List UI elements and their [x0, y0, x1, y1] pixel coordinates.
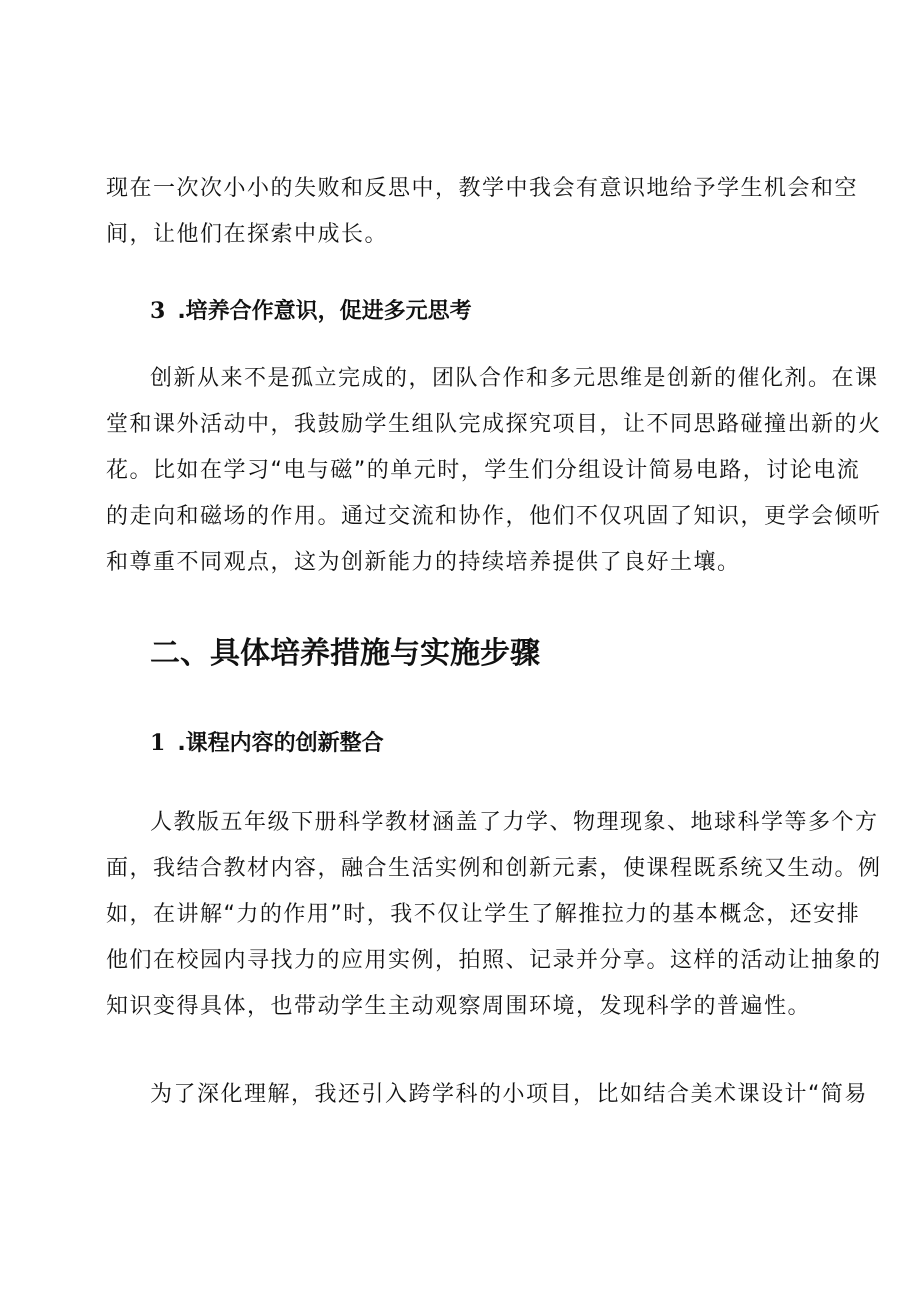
- paragraph-line: 知识变得具体，也带动学生主动观察周围环境，发现科学的普遍性。: [106, 994, 812, 1019]
- section-heading-1: [106, 728, 870, 759]
- section-number: 3: [150, 298, 166, 324]
- paragraph-line: 人教版五年级下册科学教材涵盖了力学、物理现象、地球科学等多个方: [150, 810, 879, 835]
- section-title: .课程内容的创新整合: [177, 731, 384, 756]
- section-heading-3: [106, 296, 870, 327]
- paragraph-interdisciplinary: [106, 1072, 868, 1118]
- paragraph-continuation: [106, 166, 859, 258]
- paragraph-line: 为了深化理解，我还引入跨学科的小项目，比如结合美术课设计“简易: [150, 1082, 868, 1107]
- chapter-heading: [106, 634, 870, 674]
- paragraph-cooperation: [106, 356, 882, 586]
- paragraph-line: 间，让他们在探索中成长。: [106, 222, 389, 247]
- section-title: .培养合作意识，促进多元思考: [177, 299, 472, 324]
- paragraph-line: 和尊重不同观点，这为创新能力的持续培养提供了良好土壤。: [106, 550, 741, 575]
- paragraph-line: 的走向和磁场的作用。通过交流和协作，他们不仅巩固了知识，更学会倾听: [106, 504, 882, 529]
- paragraph-line: 他们在校园内寻找力的应用实例，拍照、记录并分享。这样的活动让抽象的: [106, 948, 882, 973]
- chapter-title: 二、具体培养措施与实施步骤: [150, 636, 540, 671]
- section-number: 1: [150, 730, 166, 756]
- paragraph-line: 花。比如在学习“电与磁”的单元时，学生们分组设计简易电路，讨论电流: [106, 458, 861, 483]
- paragraph-curriculum: [106, 800, 882, 1030]
- paragraph-line: 现在一次次小小的失败和反思中，教学中我会有意识地给予学生机会和空: [106, 176, 859, 201]
- paragraph-line: 创新从来不是孤立完成的，团队合作和多元思维是创新的催化剂。在课: [150, 366, 879, 391]
- paragraph-line: 堂和课外活动中，我鼓励学生组队完成探究项目，让不同思路碰撞出新的火: [106, 412, 882, 437]
- paragraph-line: 如，在讲解“力的作用”时，我不仅让学生了解推拉力的基本概念，还安排: [106, 902, 861, 927]
- paragraph-line: 面，我结合教材内容，融合生活实例和创新元素，使课程既系统又生动。例: [106, 856, 882, 881]
